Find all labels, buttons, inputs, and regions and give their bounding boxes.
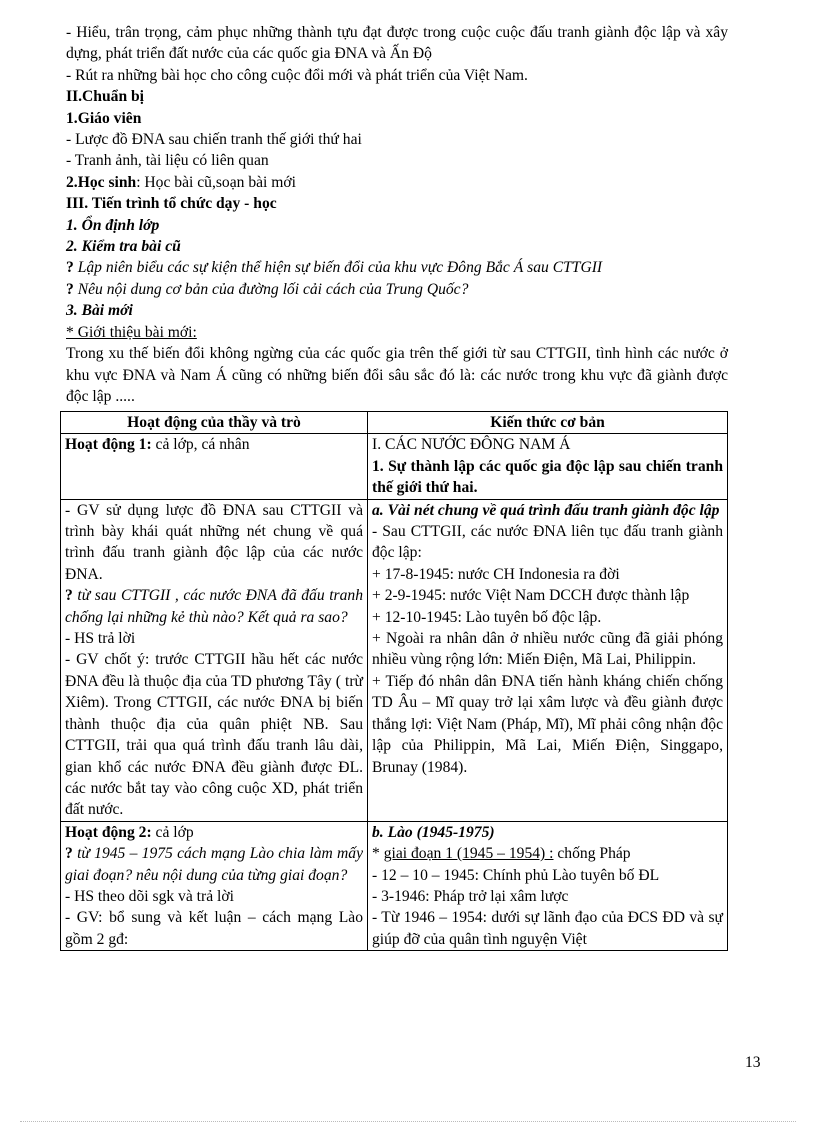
question-item xyxy=(65,843,363,886)
question-item xyxy=(65,585,363,628)
teacher-title: 1.Giáo viên xyxy=(66,109,142,127)
activity-1-label: Hoạt động 1: xyxy=(65,436,152,454)
question-mark: ? xyxy=(66,259,74,277)
question-text: từ sau CTTGII , các nước ĐNA đã đấu tranh chống lại những kẻ thù nào? Kết quả ra sao? xyxy=(65,587,363,626)
intro-label: * Giới thiệu bài mới: xyxy=(66,323,197,341)
teacher-note: - GV sử dụng lược đồ ĐNA sau CTTGII và trình bày khái quát những nét chung về quá trình đấu tranh giành độc lập của các nước ĐNA. xyxy=(65,501,363,583)
question-mark: ? xyxy=(65,587,73,605)
question-text: Nêu nội dung cơ bản của đường lối cải cách của Trung Quốc? xyxy=(77,280,469,298)
knowledge-item: + 2-9-1945: nước Việt Nam DCCH được thành lập xyxy=(372,587,690,605)
knowledge-item: + Tiếp đó nhân dân ĐNA tiến hành kháng chiến chống TD Âu – Mĩ quay trở lại xâm lược và đều giành được thắng lợi: Việt Nam (Pháp, Mĩ), Mĩ phải công nhận độc lập của Philippin, Mã Lai, Miến Điện, Singgapo, Brunay (1984). xyxy=(372,672,723,776)
table-row xyxy=(61,499,728,821)
knowledge-item: - 3-1946: Pháp trở lại xâm lược xyxy=(372,887,569,905)
student-response: - HS trả lời xyxy=(65,630,136,648)
table-row xyxy=(61,434,728,499)
activity-2-heading xyxy=(65,822,363,843)
lesson-table xyxy=(60,411,728,951)
section2-title: II.Chuẩn bị xyxy=(66,88,145,106)
step2-title: 2. Kiểm tra bài cũ xyxy=(66,238,181,256)
knowledge-item: + 12-10-1945: Lào tuyên bố độc lập. xyxy=(372,608,602,626)
document-body xyxy=(66,22,728,407)
phase-1-label: giai đoạn 1 (1945 – 1954) : xyxy=(383,845,554,863)
phase-1-line xyxy=(372,843,723,864)
knowledge-a-title: a. Vài nét chung về quá trình đấu tranh giành độc lập xyxy=(372,501,720,519)
section3-title: III. Tiến trình tổ chức dạy - học xyxy=(66,195,277,213)
activity-1-detail-cell xyxy=(61,499,368,821)
question-2 xyxy=(66,279,728,300)
student-label: 2.Học sinh xyxy=(66,173,137,191)
intro-line-2: - Rút ra những bài học cho công cuộc đổi mới và phát triển của Việt Nam. xyxy=(66,66,528,84)
section-i-subtitle: 1. Sự thành lập các quốc gia độc lập sau chiến tranh thế giới thứ hai. xyxy=(372,457,723,497)
page-number: 13 xyxy=(745,1054,761,1071)
teacher-item-1: - Lược đồ ĐNA sau chiến tranh thế giới thứ hai xyxy=(66,131,362,149)
teacher-item-2: - Tranh ảnh, tài liệu có liên quan xyxy=(66,152,269,170)
header-knowledge: Kiến thức cơ bản xyxy=(368,412,728,434)
student-line xyxy=(66,172,728,193)
knowledge-item: + 17-8-1945: nước CH Indonesia ra đời xyxy=(372,565,620,583)
phase-star: * xyxy=(372,845,384,863)
student-text: : Học bài cũ,soạn bài mới xyxy=(136,173,297,191)
knowledge-b-cell xyxy=(368,821,728,950)
activity-2-text: cả lớp xyxy=(151,823,194,841)
table-header-row xyxy=(61,412,728,434)
question-1 xyxy=(66,257,728,278)
question-mark: ? xyxy=(65,845,73,863)
phase-1-text: chống Pháp xyxy=(553,845,631,863)
activity-2-cell xyxy=(61,821,368,950)
teacher-conclusion: - GV chốt ý: trước CTTGII hầu hết các nước ĐNA đều là thuộc địa của TD phương Tây ( trừ Xiêm). Trong CTTGII, các nước ĐNA bị biến thành thuộc địa của quân phiệt NB. Sau CTTGII, trải qua quá trình đấu tranh lâu dài, gian khổ các nước ĐNA đều giành được ĐL. các nước bắt tay vào công cuộc XD, phát triển đất nước. xyxy=(65,651,363,819)
activity-2-label: Hoạt động 2: xyxy=(65,823,152,841)
table-row xyxy=(61,821,728,950)
activity-1-cell xyxy=(61,434,368,499)
knowledge-b-title: b. Lào (1945-1975) xyxy=(372,823,495,841)
question-text: từ 1945 – 1975 cách mạng Lào chia làm mấy giai đoạn? nêu nội dung của từng giai đoạn? xyxy=(65,845,363,884)
teacher-conclusion: - GV: bổ sung và kết luận – cách mạng Lào gồm 2 gđ: xyxy=(65,909,363,948)
section-title-cell xyxy=(368,434,728,499)
knowledge-a-cell xyxy=(368,499,728,821)
activity-1-text: cả lớp, cá nhân xyxy=(151,436,250,454)
step3-title: 3. Bài mới xyxy=(66,302,133,320)
step1-title: 1. Ổn định lớp xyxy=(66,216,160,234)
section-i-title: I. CÁC NƯỚC ĐÔNG NAM Á xyxy=(372,436,571,454)
page-bottom-divider xyxy=(20,1121,796,1122)
knowledge-item: - 12 – 10 – 1945: Chính phủ Lào tuyên bố ĐL xyxy=(372,866,660,884)
question-mark: ? xyxy=(66,280,74,298)
knowledge-item: + Ngoài ra nhân dân ở nhiều nước cũng đã giải phóng nhiều vùng rộng lớn: Miến Điện, Mã Lai, Philippin. xyxy=(372,630,723,669)
intro-line-1: - Hiểu, trân trọng, cảm phục những thành tựu đạt được trong cuộc cuộc đấu tranh giành độc lập và xây dựng, phát triển đất nước của các quốc gia ĐNA và Ấn Độ xyxy=(66,24,728,63)
header-activities: Hoạt động của thầy và trò xyxy=(61,412,368,434)
student-response: - HS theo dõi sgk và trả lời xyxy=(65,887,234,905)
knowledge-item: - Sau CTTGII, các nước ĐNA liên tục đấu tranh giành độc lập: xyxy=(372,523,723,562)
intro-text: Trong xu thế biến đổi không ngừng của các quốc gia trên thế giới từ sau CTTGII, tình hình các nước ở khu vực ĐNA và Nam Á cũng có những biến đổi sâu sắc đó là: các nước trong khu vực đã giành được độc lập ..... xyxy=(66,345,728,405)
knowledge-item: - Từ 1946 – 1954: dưới sự lãnh đạo của ĐCS ĐD và sự giúp đỡ của quân tình nguyện Việt xyxy=(372,909,723,948)
question-text: Lập niên biểu các sự kiện thể hiện sự biến đổi của khu vực Đông Bắc Á sau CTTGII xyxy=(77,259,603,277)
